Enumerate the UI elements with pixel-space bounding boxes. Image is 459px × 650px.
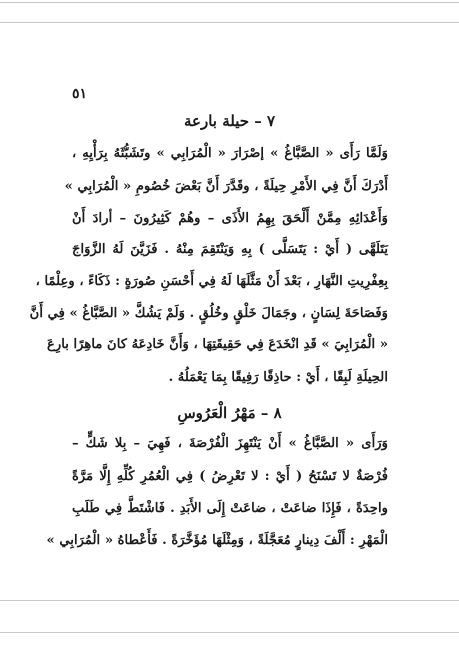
paragraph-line: وَفَصَاحَةَ لِسَانٍ ، وجَمَالَ خَلْقٍ وخُلُقٍ . وَلَمْ يَشُكَّ « الصَّبَّاغُ » فِي أَنَّ	[29, 306, 388, 321]
paragraph-line: « الْمُرَابِيَ » قَدِ انْخَدَعَ فِي حَقِيقَتِهَا ، وَأَنَّ خَادِعَهُ كانَ ماهِرًا بارِعَ	[46, 337, 388, 352]
page-rule	[0, 632, 459, 633]
page-rule	[0, 2, 459, 3]
section-heading: ٧ – حيلة بارعة	[183, 112, 276, 130]
paragraph-line: يَتَلَهَّى ( أَيْ : يَتَسَلَّى ) بِهِ وَيَنْتَقِمَ مِنْهُ . فَزَيَّنَ لَهُ الزَّوَاجَ	[72, 242, 388, 257]
paragraph-line: فُرْصَةٌ لا تَسْنَحُ ( أَيْ : لا تَعْرِضُ ) فِي الْعُمُرِ كُلِّهِ إِلَّا مَرَّةً	[72, 469, 388, 484]
paragraph-line: الحِيلَةِ لَبِقًا ، أَيْ : حاذِقًا رَفِيقًا بِمَا يَعْمَلُهُ .	[168, 370, 388, 385]
paragraph-line: وَرَأَى « الصَّبَّاغُ » أَنْ يَنْتَهِزَ الْفُرْصَةَ ، فَهِيَ – بِلا شَكٍّ –	[72, 436, 388, 451]
paragraph-line: بِعِفْرِيتِ النَّهَارِ ، بَعْدَ أَنْ مَثَّلَهَا لَهُ فِي أَحْسَنِ صُورَةٍ : ذَكَاءً ، وعِلْمًا ،	[35, 274, 388, 289]
paragraph-line: أَدْرَكَ أَنَّ فِي الأَمْرِ حِيلَةً ، وقَدَّرَ أَنَّ بَعْضَ خُصُومِ « الْمُرَابِي »	[64, 179, 388, 194]
paragraph-line: وَأَعْدَائِهِ مِمَّنْ أَلْحَقَ بِهِمُ الأَذَى – وهُمْ كَثِيرُونَ – أرادَ أَنْ	[72, 211, 388, 226]
section-heading: ٨ – مَهْرُ الْعَرُوسِ	[177, 404, 282, 422]
paragraph-line: وَلَمَّا رَأَى « الصَّبَّاغُ » إصْرَارَ « الْمُرَابِي » وتَشَبُّثَهُ بِرَأْيِهِ ،	[72, 146, 388, 161]
page-rule	[0, 22, 459, 23]
page-number: ٥١	[72, 86, 88, 102]
paragraph-line: واحِدَةً ، فَإِذَا ضاعَتْ ، ضاعَتْ إِلَى الأَبَدِ . فَاشْتَطَّ فِي طَلَبِ	[72, 501, 388, 516]
page-rule	[0, 600, 459, 601]
paragraph-line: الْمَهْرِ : أَلْفَ دِينارٍ مُعَجَّلَةً ، وَمِثْلَهَا مُؤَخَّرَةً . فَأَعْطاهُ « الْمُرَابِي »	[46, 533, 388, 548]
